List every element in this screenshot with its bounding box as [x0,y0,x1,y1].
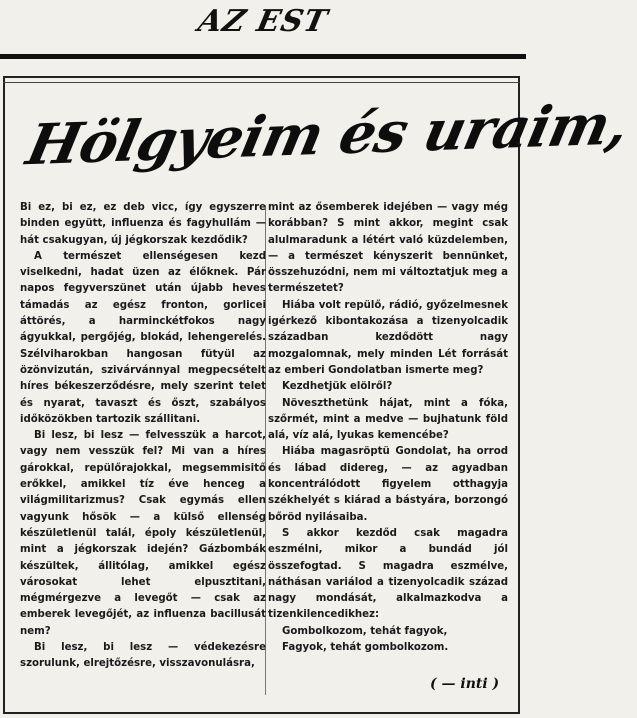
paragraph: Bi ez, bi ez, ez deb vicc, így egyszerre binden együtt, influenza és fagyhullám — hát csakugyan, új jégkorszak kezdődik? [20,202,266,246]
paragraph: A természet ellenségesen kezd viselkedni, hadat üzen az élőknek. Pár napos fegyverszünet után újabb heves támadás az egész fronton, gorlicei áttörés, a harminckétfokos nagy ágyukkal, pergőjég, blokád, lehengerelés. Szélviharokban hangosan fütyül az özönvizután, szivárvánnyal megpecsételt híres békeszerződésre, mely szerint telet és nyarat, tavaszt és őszt, szabályos időközökben tartozik szállitani. [20,250,266,425]
masthead-rule [0,54,526,59]
paragraph: Bi lesz, bi lesz — védekezésre szorulunk, elrejtőzésre, visszavonulásra, [20,642,266,670]
masthead [0,0,526,60]
right-column [268,200,508,656]
paragraph: Gombolkozom, tehát fagyok, [282,625,448,637]
frame-inner-rule [3,82,520,83]
paragraph: Hiába magasröptü Gondolat, ha orrod és lábad didereg, — az agyadban koncentrálódott figyelem otthagyja székhelyét s kiárad a bástyára, borzongó bőröd nyilásaiba. [268,446,508,523]
paragraph: Hiába volt repülő, rádió, győzelmesnek igérkező kibontakozása a tizenyolcadik században kezdődött nagy mozgalomnak, mely minden Lét forrását az emberi Gondolatban ismerte meg? [268,299,508,376]
paragraph: Fagyok, tehát gombolkozom. [282,642,449,654]
paragraph: Kezdhetjük elölről? [282,381,393,393]
headline [21,91,635,192]
paragraph: Növeszthetünk hájat, mint a fóka, szőrmét, mint a medve — bujhatunk föld alá, víz alá, lyukas kemencébe? [268,397,508,442]
headline-text: Hölgyeim és uraim, [21,91,635,179]
left-column [20,200,266,673]
masthead-title: AZ EST [195,4,331,39]
paragraph: S akkor kezdőd csak magadra eszmélni, mikor a bundád jól összefogtad. S magadra eszmélve, náthásan variálod a tizenyolcadik század nagy mondását, alkalmazkodva a tizenkilencedikhez: [268,527,508,621]
paragraph: Bi lesz, bi lesz — felvesszük a harcot, vagy nem vesszük fel? Mi van a híres gárokkal, repülőrajokkal, megsemmisitő erőkkel, amikkel tíz éve henceg a világmilitarizmus? Csak egymás ellen vagyunk hősök — a külső ellenség készületlenül talál, époly készületlenül, mint a jégkorszak idején? Gázbombák készültek, állitólag, amikkel egész városokat lehet elpusztitani, mégmérgezve a levegőt — csak az emberek levegőjét, az influenza bacillusát nem? [20,430,266,637]
signature: ( — inti ) [430,676,500,692]
paragraph: mint az ősemberek idejében — vagy még korábban? S mint akkor, megint csak alulmaradunk a létért való küzdelemben, — a természet kényszerit bennünket, összehuzódni, nem mi változtatjuk meg a természetet? [268,202,508,295]
